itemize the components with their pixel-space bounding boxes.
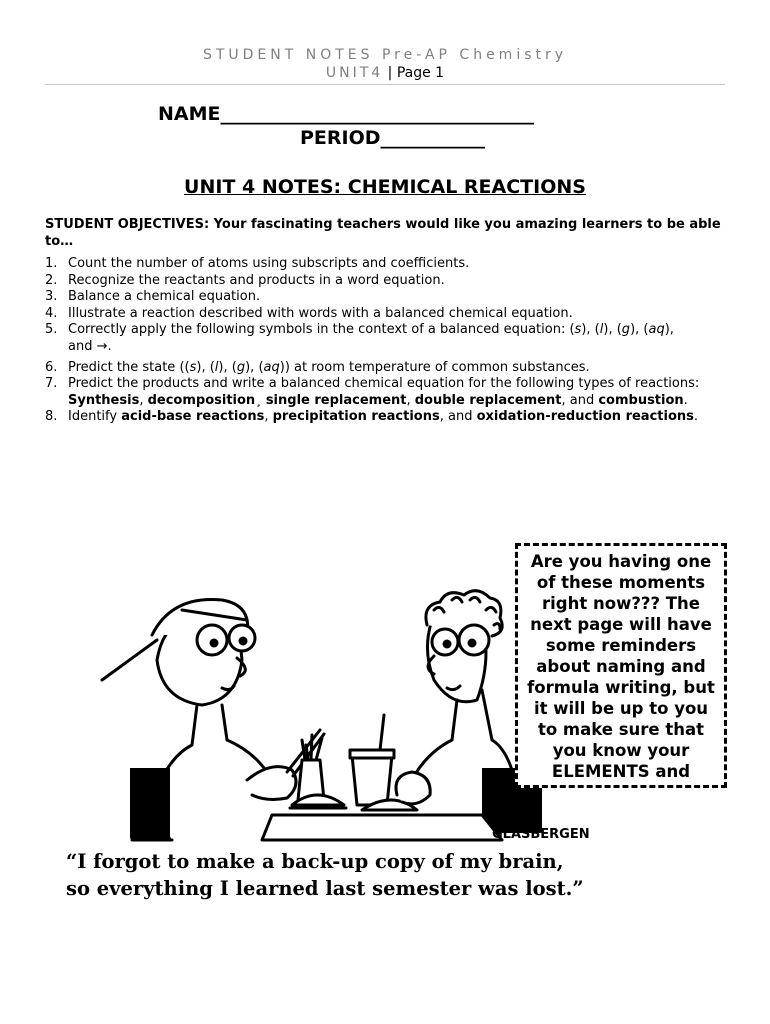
list-text: Illustrate a reaction described with words with a balanced chemical equation. xyxy=(68,305,573,321)
state-symbol: aq xyxy=(263,359,280,375)
text-run: . xyxy=(683,392,688,408)
list-number: 5. xyxy=(45,322,58,338)
text-run: , and xyxy=(561,392,599,408)
text-run: ), ( xyxy=(581,322,600,338)
objectives-intro: STUDENT OBJECTIVES: Your fascinating teachers would like you amazing learners to be able to… xyxy=(45,217,721,249)
cartoon-caption xyxy=(66,848,626,902)
text-run: and →. xyxy=(68,338,112,354)
list-number: 8. xyxy=(45,409,58,425)
state-symbol: l xyxy=(599,322,604,338)
list-item xyxy=(45,360,725,377)
list-number: 6. xyxy=(45,359,58,375)
name-field[interactable]: NAME_________________________________ xyxy=(158,103,534,125)
text-run: , and xyxy=(439,409,477,425)
list-number: 3. xyxy=(45,289,58,305)
reaction-type: decomposition xyxy=(147,392,256,408)
list-number: 7. xyxy=(45,376,58,392)
reaction-type: single replacement xyxy=(265,392,407,408)
list-item xyxy=(45,306,725,323)
state-symbol: aq xyxy=(648,322,665,338)
list-item xyxy=(45,322,725,355)
text-run: )) at room temperature of common substances. xyxy=(279,359,590,375)
text-run: ), ( xyxy=(630,322,649,338)
reaction-type: combustion xyxy=(598,392,684,408)
list-item xyxy=(45,289,725,306)
list-item xyxy=(45,256,725,273)
page-title: UNIT 4 NOTES: CHEMICAL REACTIONS xyxy=(184,176,586,198)
list-text: Recognize the reactants and products in a word equation. xyxy=(68,272,445,288)
period-field[interactable]: PERIOD___________ xyxy=(300,127,486,149)
text-run: Predict the products and write a balanced chemical equation for the following types of reactions: xyxy=(68,376,700,392)
header-page-number: | Page 1 xyxy=(383,65,445,81)
text-run: , xyxy=(139,392,148,408)
text-run: ), ( xyxy=(196,359,215,375)
text-run: ), ( xyxy=(245,359,264,375)
state-symbol: l xyxy=(214,359,219,375)
list-number: 1. xyxy=(45,256,58,271)
text-run: Identify xyxy=(68,409,122,425)
text-run: . xyxy=(693,409,699,425)
list-text xyxy=(68,376,725,409)
caption-line: “I forgot to make a back-up copy of my brain, xyxy=(66,850,564,873)
text-run: ), ( xyxy=(603,322,622,338)
text-run: , xyxy=(264,409,273,425)
text-run: Predict the state (( xyxy=(68,359,190,375)
list-text xyxy=(68,409,725,426)
reaction-type: double replacement xyxy=(414,392,562,408)
list-text xyxy=(68,322,725,355)
page-header xyxy=(45,46,725,82)
caption-line: so everything I learned last semester was lost.” xyxy=(66,877,584,900)
reaction-type: precipitation reactions xyxy=(272,409,440,425)
reaction-type: oxidation-reduction reactions xyxy=(476,409,694,425)
text-run: ), xyxy=(664,322,674,338)
header-subtitle xyxy=(45,64,725,82)
text-run: ¸ xyxy=(255,392,266,408)
text-run: , xyxy=(406,392,415,408)
state-symbol: s xyxy=(574,322,582,338)
list-number: 2. xyxy=(45,272,58,288)
header-divider xyxy=(45,84,725,85)
list-item xyxy=(45,409,725,426)
state-symbol: s xyxy=(189,359,197,375)
list-number: 4. xyxy=(45,305,58,321)
cartoon-signature: GLASBERGEN xyxy=(492,827,590,842)
state-symbol: g xyxy=(236,359,246,375)
state-symbol: g xyxy=(621,322,631,338)
reaction-type: Synthesis xyxy=(68,392,140,408)
reaction-type: acid-base reactions xyxy=(121,409,265,425)
list-text: Balance a chemical equation. xyxy=(68,289,261,305)
list-item xyxy=(45,273,725,290)
list-item xyxy=(45,376,725,409)
text-run: ), ( xyxy=(218,359,237,375)
header-title: STUDENT NOTES Pre-AP Chemistry xyxy=(202,47,568,63)
list-text: Count the number of atoms using subscripts and coefficients. xyxy=(68,256,470,271)
text-run: Correctly apply the following symbols in the context of a balanced equation: ( xyxy=(68,322,575,338)
list-text xyxy=(68,360,725,377)
speech-bubble: Are you having one of these moments right now??? The next page will have some reminders about naming and formula writing, but it will be up to you to make sure that you know your ELEMENTS and xyxy=(515,543,727,788)
header-unit: UNIT4 xyxy=(325,65,384,81)
objectives-list xyxy=(45,256,725,426)
